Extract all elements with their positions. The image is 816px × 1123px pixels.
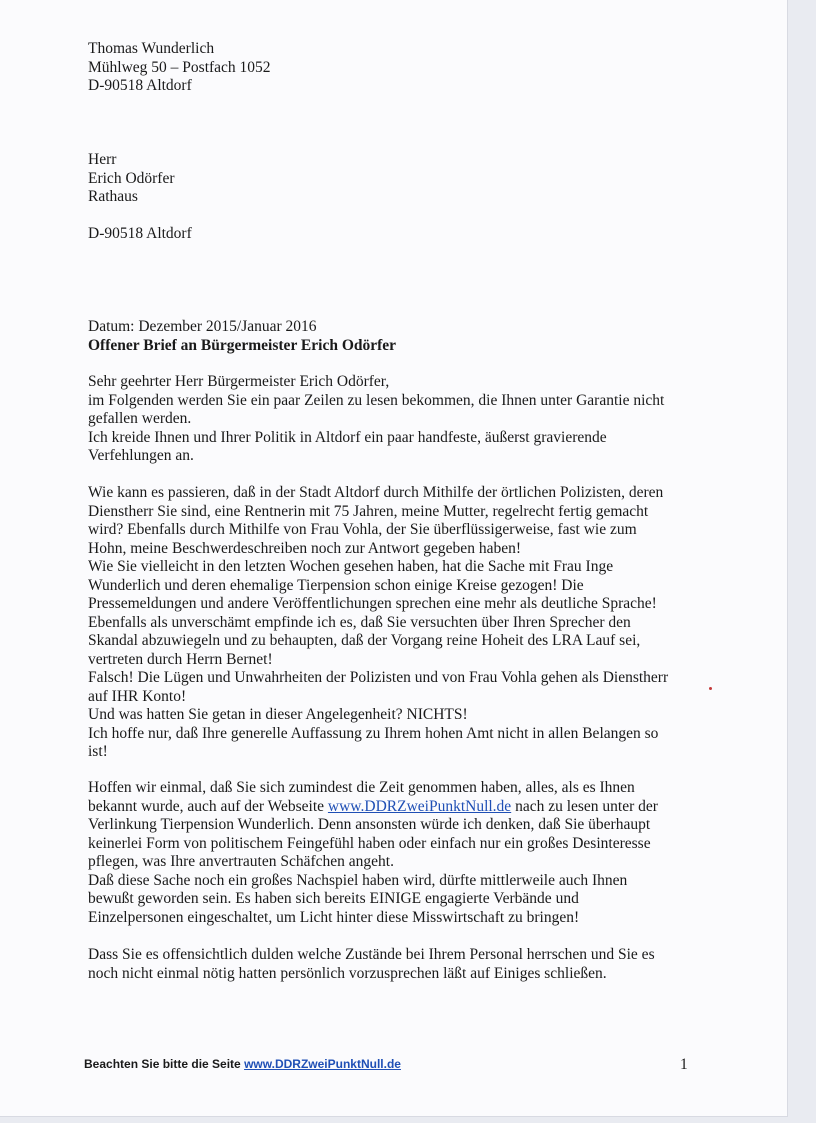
body-line: Ich hoffe nur, daß Ihre generelle Auffassung zu Ihrem hohen Amt nicht in allen Belangen so [88, 724, 659, 742]
body-text: bekannt wurde, auch auf der Webseite [88, 797, 328, 815]
body-line: Pressemeldungen und andere Veröffentlichungen sprechen eine mehr als deutliche Sprache! [88, 595, 657, 612]
recipient-office: Rathaus [88, 188, 138, 205]
body-line: Wunderlich und deren ehemalige Tierpension schon einige Kreise gezogen! Die [88, 576, 584, 594]
body-line: Hohn, meine Beschwerdeschreiben noch zur Antwort gegeben haben! [88, 539, 521, 557]
body-line: Daß diese Sache noch ein großes Nachspiel haben wird, dürfte mittlerweile auch Ihnen [88, 871, 628, 889]
body-line: Verlinkung Tierpension Wunderlich. Denn ansonsten würde ich denken, daß Sie überhaupt [88, 816, 651, 833]
recipient-salutation: Herr [88, 151, 117, 168]
body-line: keinerlei Form von politischem Feingefühl haben oder einfach nur ein großes Desinteresse [88, 834, 651, 852]
body-line: Dienstherr Sie sind, eine Rentnerin mit 75 Jahren, meine Mutter, regelrecht fertig gemacht [88, 502, 649, 520]
body-line: Wie Sie vielleicht in den letzten Wochen gesehen haben, hat die Sache mit Frau Inge [88, 558, 614, 575]
sender-address [88, 40, 708, 96]
body-line: Dass Sie es offensichtlich dulden welche Zustände bei Ihrem Personal herrschen und Sie es [88, 946, 655, 963]
footer-link[interactable]: www.DDRZweiPunktNull.de [244, 1057, 401, 1071]
paragraph-2 [88, 484, 708, 762]
paragraph-3 [88, 779, 708, 927]
body-line: gefallen werden. [88, 410, 192, 427]
recipient-city: D-90518 Altdorf [88, 225, 192, 242]
footer-text: Beachten Sie bitte die Seite [84, 1057, 245, 1071]
body-line: Falsch! Die Lügen und Unwahrheiten der Polizisten und von Frau Vohla gehen als Dienstherr [88, 669, 669, 686]
body-line-with-link [88, 798, 708, 817]
body-line: Ich kreide Ihnen und Ihrer Politik in Altdorf ein paar handfeste, äußerst gravierende [88, 428, 607, 446]
subject-line: Offener Brief an Bürgermeister Erich Odörfer [88, 336, 397, 354]
sender-name: Thomas Wunderlich [88, 40, 215, 57]
page-number: 1 [680, 1056, 688, 1073]
body-line: wird? Ebenfalls durch Mithilfe von Frau Vohla, der Sie überflüssigerweise, fast wie zum [88, 521, 637, 538]
body-line: Und was hatten Sie getan in dieser Angelegenheit? NICHTS! [88, 706, 468, 723]
body-text: nach zu lesen unter der [511, 797, 658, 815]
paragraph-4 [88, 946, 708, 983]
body-line: Hoffen wir einmal, daß Sie sich zumindest die Zeit genommen haben, alles, als es Ihnen [88, 779, 635, 796]
recipient-address [88, 151, 708, 244]
body-line: vertreten durch Herrn Bernet! [88, 650, 273, 668]
date-subject [88, 318, 708, 355]
body-line: bewußt geworden sein. Es haben sich bereits EINIGE engagierte Verbände und [88, 890, 579, 907]
body-line: auf IHR Konto! [88, 687, 187, 705]
scan-speck [709, 687, 712, 690]
body-line: Skandal abzuwiegeln und zu behaupten, daß der Vorgang reine Hoheit des LRA Lauf sei, [88, 632, 641, 649]
body-line: Wie kann es passieren, daß in der Stadt Altdorf durch Mithilfe der örtlichen Polizisten, deren [88, 484, 664, 501]
website-link[interactable]: www.DDRZweiPunktNull.de [327, 797, 512, 815]
sender-city: D-90518 Altdorf [88, 77, 192, 94]
footer-note [84, 1057, 401, 1071]
body-line: Verfehlungen an. [88, 447, 194, 464]
body-line: pflegen, was Ihre anvertrauten Schäfchen angeht. [88, 853, 394, 870]
sender-street: Mühlweg 50 – Postfach 1052 [88, 58, 271, 76]
body-line: ist! [88, 743, 108, 760]
recipient-name: Erich Odörfer [88, 169, 175, 187]
date-line: Datum: Dezember 2015/Januar 2016 [88, 318, 317, 335]
body-line: im Folgenden werden Sie ein paar Zeilen zu lesen bekommen, die Ihnen unter Garantie nicht [88, 391, 665, 409]
body-line: Einzelpersonen eingeschaltet, um Licht hinter diese Misswirtschaft zu bringen! [88, 908, 580, 926]
body-line: Ebenfalls als unverschämt empfinde ich es, daß Sie versuchten über Ihren Sprecher den [88, 613, 631, 631]
body-line: Sehr geehrter Herr Bürgermeister Erich Odörfer, [88, 373, 390, 390]
body-line: noch nicht einmal nötig hatten persönlich vorzusprechen läßt auf Einiges schließen. [88, 964, 607, 982]
paragraph-1 [88, 373, 708, 466]
